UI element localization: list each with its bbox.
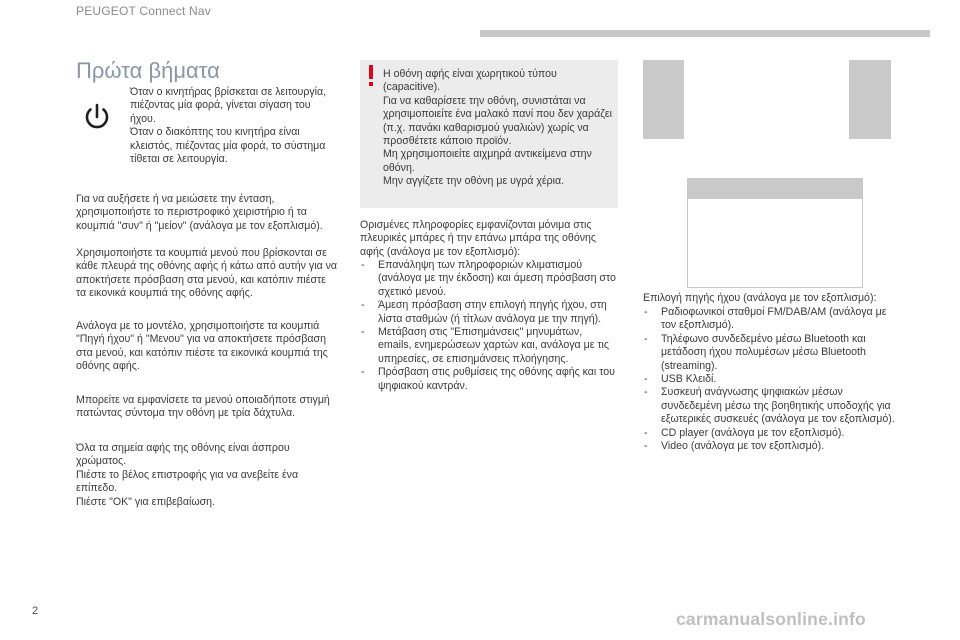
header-title: PEUGEOT Connect Nav [76,4,211,18]
volume-paragraph: Για να αυξήσετε ή να μειώσετε την ένταση, χρησιμοποιήστε το περιστροφικό χειριστήριο ή τα κουμπιά "συν" ή "μείον" (ανάλογα με τον εξοπλισμό). [76,193,323,232]
list-item: - Ραδιοφωνικοί σταθμοί FM/DAB/AM (ανάλογα με τον εξοπλισμό). [643,306,933,333]
list-item: - Video (ανάλογα με τον εξοπλισμό). [643,440,933,453]
menu-buttons-paragraph: Χρησιμοποιήστε τα κουμπιά μενού που βρίσκονται σε κάθε πλευρά της οθόνης αφής ή κάτω από αυτήν για να αποκτήσετε πρόσβαση στα μενού, και κατόπιν πιέστε τα εικονικά κουμπιά της οθόνης αφής. [76,247,338,300]
list-item: - Μετάβαση στις "Επισημάνσεις" μηνυμάτων, emails, ενημερώσεων χαρτών και, ανάλογα με τις υπηρεσίες, σε επισημάνσεις πλοήγησης. [360,326,624,366]
list-item: - Τηλέφωνο συνδεδεμένο μέσω Bluetooth και μετάδοση ήχου πολυμέσων μέσω Bluetooth (streaming). [643,333,933,373]
sidebar-info-list [360,259,624,393]
list-item: - USB Κλειδί. [643,373,933,386]
list-item: - Πρόσβαση στις ρυθμίσεις της οθόνης αφής και του ψηφιακού καντράν. [360,366,624,393]
page-title: Πρώτα βήματα [76,58,220,83]
list-item: - Επανάληψη των πληροφοριών κλιματισμού (ανάλογα με την έκδοση) και άμεση πρόσβαση στο σχετικό μενού. [360,259,624,299]
power-icon [80,100,114,134]
power-button-description: Όταν ο κινητήρας βρίσκεται σε λειτουργία, πιέζοντας μία φορά, γίνεται σίγαση του ήχου. Όταν ο διακόπτης του κινητήρα είναι κλειστός, πιέζοντας μία φορά, το σύστημα τίθεται σε λειτουργία. [130,86,327,166]
list-item: - CD player (ανάλογα με τον εξοπλισμό). [643,427,933,440]
list-item: - Συσκευή ανάγνωσης ψηφιακών μέσων συνδεδεμένη μέσω της βοηθητικής υποδοχής για εξωτερικές συσκευές (ανάλογα με τον εξοπλισμό). [643,386,933,426]
audio-source-intro: Επιλογή πηγής ήχου (ανάλογα με τον εξοπλισμό): [643,292,877,304]
header-divider [480,30,930,37]
audio-source-illustration [687,178,863,288]
audio-source-list [643,306,933,453]
page-number: 2 [32,605,39,617]
touch-points-paragraph: Όλα τα σημεία αφής της οθόνης είναι άσπρου χρώματος. Πιέστε το βέλος επιστροφής για να ανεβείτε ένα επίπεδο. Πιέστε "OK" για επιβεβαίωση. [76,442,299,508]
warning-text: Η οθόνη αφής είναι χωρητικού τύπου (capacitive). Για να καθαρίσετε την οθόνη, συνιστάται να χρησιμοποιείτε ένα μαλακό πανί που δεν χαράζει (π.χ. πανάκι καθαρισμού γυαλιών) χωρίς να προσθέτετε κάποιο προϊόν. Μη χρησιμοποιείτε αιχμηρά αντικείμενα στην οθόνη. Μην αγγίζετε την οθόνη με υγρά χέρια. [383,68,612,188]
screen-layout-illustration [643,60,891,139]
sidebar-info-intro: Ορισμένες πληροφορίες εμφανίζονται μόνιμα στις πλευρικές μπάρες ή την επάνω μπάρα της οθόνης αφής (ανάλογα με τον εξοπλισμό): [360,219,597,258]
warning-icon [366,65,376,87]
model-buttons-paragraph: Ανάλογα με το μοντέλο, χρησιμοποιήστε τα κουμπιά "Πηγή ήχου" ή "Μενου" για να αποκτήσετε πρόσβαση στα μενού, και κατόπιν πιέστε τα εικονικά κουμπιά της οθόνης αφής. [76,320,328,373]
watermark: carmanualsonline.info [676,609,866,629]
list-item: - Άμεση πρόσβαση στην επιλογή πηγής ήχου, στη λίστα σταθμών (ή τίτλων ανάλογα με την πηγή). [360,299,624,326]
three-finger-paragraph: Μπορείτε να εμφανίσετε τα μενού οποιαδήποτε στιγμή πατώντας σύντομα την οθόνη με τρία δάχτυλα. [76,394,330,420]
